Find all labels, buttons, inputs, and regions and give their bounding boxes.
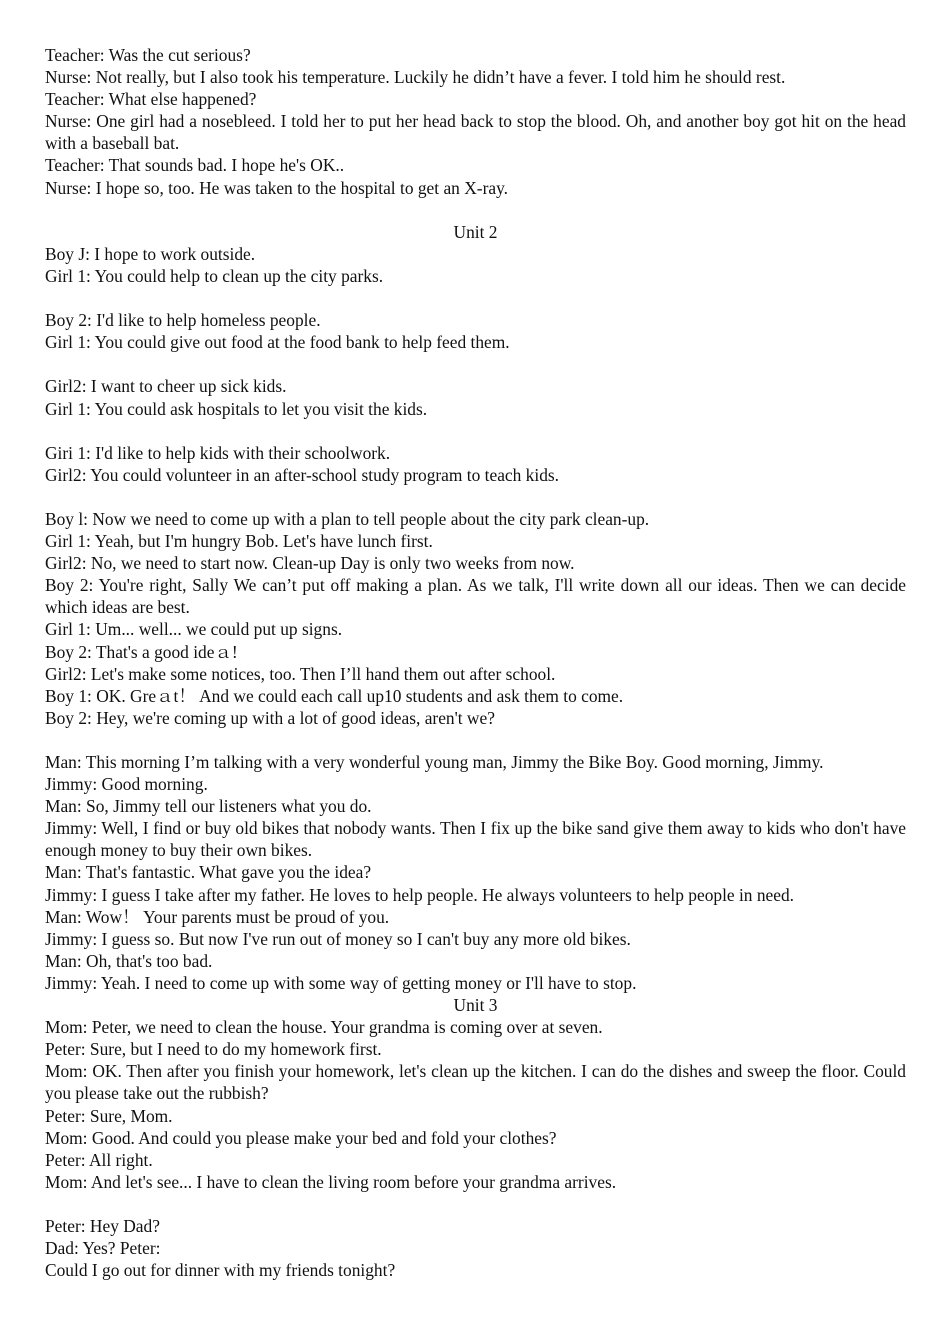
dialog-line: Teacher: Was the cut serious? <box>45 45 251 65</box>
unit-2-heading: Unit 2 <box>453 221 498 242</box>
dialog-line: Could I go out for dinner with my friends tonight? <box>45 1260 396 1281</box>
dialog-line: Jimmy: I guess I take after my father. He loves to help people. He always volunteers to help people in need. <box>45 884 795 905</box>
unit1-dialog <box>45 44 906 199</box>
dialog-line: Mom: OK. Then after you finish your homework, let's clean up the kitchen. I can do the dishes and sweep the floor. Could you please take out the rubbish? <box>45 1061 906 1104</box>
dialog-line: Man: This morning I’m talking with a very wonderful young man, Jimmy the Bike Boy. Good morning, Jimmy. <box>45 752 824 772</box>
dialog-line: Man: Oh, that's too bad. <box>45 950 213 971</box>
unit2-pair-1 <box>45 243 906 287</box>
dialog-line: Mom: Peter, we need to clean the house. Your grandma is coming over at seven. <box>45 1017 603 1038</box>
dialog-line: Boy 2: Hey, we're coming up with a lot of good ideas, aren't we? <box>45 707 495 728</box>
dialog-line: Girl 1: Um... well... we could put up signs. <box>45 619 343 640</box>
dialog-line: Mom: Good. And could you please make your bed and fold your clothes? <box>45 1127 557 1148</box>
unit2-pair-4 <box>45 442 906 486</box>
dialog-line: Jimmy: Yeah. I need to come up with some way of getting money or I'll have to stop. <box>45 972 637 993</box>
dialog-line: Boy 2: You're right, Sally We can’t put off making a plan. As we talk, I'll write down all our ideas. Then we can decide which ideas are best. <box>45 575 906 618</box>
dialog-line: Girl2: Let's make some notices, too. Then I’ll hand them out after school. <box>45 663 556 684</box>
spacer <box>45 199 906 221</box>
dialog-line: Nurse: Not really, but I also took his temperature. Luckily he didn’t have a fever. I told him he should rest. <box>45 67 786 88</box>
unit2-pair-2 <box>45 309 906 353</box>
dialog-line: Man: Wow！ Your parents must be proud of you. <box>45 906 390 927</box>
spacer <box>45 420 906 442</box>
dialog-line: Dad: Yes? Peter: <box>45 1238 161 1259</box>
unit3-dialog-1 <box>45 1016 906 1193</box>
spacer <box>45 486 906 508</box>
dialog-line: Girl 1: You could help to clean up the city parks. <box>45 265 384 286</box>
dialog-line: Girl 1: Yeah, but I'm hungry Bob. Let's have lunch first. <box>45 531 433 552</box>
dialog-line: Jimmy: Good morning. <box>45 774 208 795</box>
dialog-line: Girl 1: You could give out food at the food bank to help feed them. <box>45 332 510 353</box>
dialog-line: Man: That's fantastic. What gave you the idea? <box>45 862 372 883</box>
unit2-pair-3 <box>45 375 906 419</box>
spacer <box>45 287 906 309</box>
unit-3-heading: Unit 3 <box>453 995 498 1016</box>
dialog-line: Teacher: What else happened? <box>45 89 257 110</box>
dialog-line: Boy 2: I'd like to help homeless people. <box>45 310 321 331</box>
dialog-line: Nurse: I hope so, too. He was taken to the hospital to get an X-ray. <box>45 177 508 198</box>
dialog-line: Giri 1: I'd like to help kids with their schoolwork. <box>45 442 391 463</box>
spacer <box>45 353 906 375</box>
dialog-line: Girl 1: You could ask hospitals to let you visit the kids. <box>45 398 428 419</box>
dialog-line: Peter: Sure, Mom. <box>45 1105 173 1126</box>
dialog-line: Jimmy: Well, I find or buy old bikes that nobody wants. Then I fix up the bike sand give them away to kids who don't have enough money to buy their own bikes. <box>45 818 906 861</box>
dialog-line: Teacher: That sounds bad. I hope he's OK.. <box>45 155 345 176</box>
dialog-line: Mom: And let's see... I have to clean the living room before your grandma arrives. <box>45 1171 617 1192</box>
unit2-plan-dialog <box>45 508 906 729</box>
dialog-line: Peter: Hey Dad? <box>45 1215 160 1236</box>
dialog-line: Peter: Sure, but I need to do my homework first. <box>45 1039 382 1060</box>
spacer <box>45 1193 906 1215</box>
dialog-line: Boy 2: That's a good ideａ! <box>45 641 238 662</box>
dialog-line: Boy 1: OK. Greａt！ And we could each call up10 students and ask them to come. <box>45 685 624 706</box>
dialog-line: Peter: All right. <box>45 1149 153 1170</box>
dialog-line: Nurse: One girl had a nosebleed. I told her to put her head back to stop the blood. Oh, and another boy got hit on the head with a baseball bat. <box>45 111 906 154</box>
dialog-line: Girl2: No, we need to start now. Clean-up Day is only two weeks from now. <box>45 553 575 574</box>
dialog-line: Girl2: I want to cheer up sick kids. <box>45 376 287 397</box>
dialog-line: Boy J: I hope to work outside. <box>45 243 256 264</box>
dialog-line: Man: So, Jimmy tell our listeners what you do. <box>45 796 372 817</box>
dialog-line: Boy l: Now we need to come up with a plan to tell people about the city park clean-up. <box>45 508 650 529</box>
unit3-dialog-2 <box>45 1215 906 1281</box>
dialog-line: Girl2: You could volunteer in an after-school study program to teach kids. <box>45 464 560 485</box>
unit2-interview-dialog <box>45 751 906 994</box>
dialog-line: Jimmy: I guess so. But now I've run out of money so I can't buy any more old bikes. <box>45 928 631 949</box>
spacer <box>45 729 906 751</box>
